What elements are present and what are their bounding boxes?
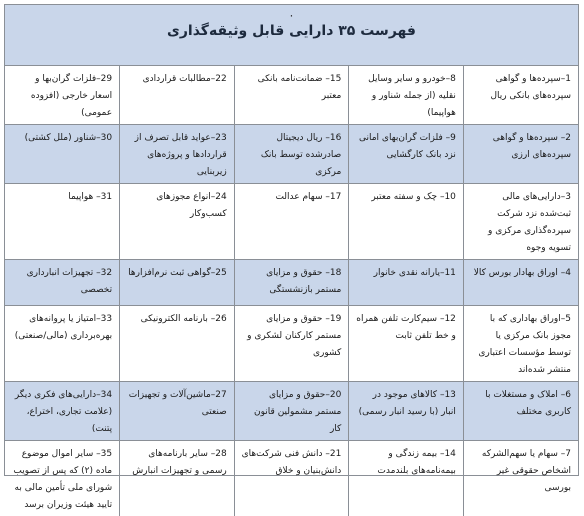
table-cell: 16– ریال دیجیتال صادرشده توسط بانک مرکزی bbox=[234, 125, 349, 184]
table-cell: 7– سهام یا سهم‌الشرکه اشخاص حقوقی غیر بورسی bbox=[463, 441, 578, 516]
table-cell: 25–گواهی ثبت نرم‌افزارها bbox=[120, 260, 235, 306]
table-cell: 19– حقوق و مزایای مستمر کارکنان لشکری و کشوری bbox=[234, 306, 349, 382]
table-cell: 8–خودرو و سایر وسایل نقلیه (از جمله شناور و هواپیما) bbox=[349, 66, 464, 125]
table-cell: 14– بیمه زندگی و بیمه‌نامه‌های بلندمدت bbox=[349, 441, 464, 516]
table-cell: 12– سیم‌کارت تلفن همراه و خط تلفن ثابت bbox=[349, 306, 464, 382]
table-cell: 26– بارنامه الکترونیکی bbox=[120, 306, 235, 382]
table-cell: 1–سپرده‌ها و گواهی سپرده‌های بانکی ریال bbox=[463, 66, 578, 125]
table-row bbox=[5, 260, 578, 306]
table-cell: 9– فلزات گران‌بهای امانی نزد بانک کارگشایی bbox=[349, 125, 464, 184]
title-header bbox=[5, 5, 578, 66]
table-cell: 6– املاک و مستغلات با کاربری مختلف bbox=[463, 382, 578, 441]
table-cell: 29–فلزات گران‌بها و اسعار خارجی (افزوده عمومی) bbox=[5, 66, 120, 125]
table-row bbox=[5, 441, 578, 516]
table-cell: 21– دانش فنی شرکت‌های دانش‌بنیان و خلاق bbox=[234, 441, 349, 516]
assets-table-document bbox=[4, 4, 579, 476]
assets-grid bbox=[5, 66, 578, 516]
table-cell: 35– سایر اموال موضوع ماده (۲) که پس از تصویب شورای ملی تأمین مالی به تایید هیئت وزیران برسد bbox=[5, 441, 120, 516]
table-row bbox=[5, 382, 578, 441]
table-cell: 5–اوراق بهاداری که با مجوز بانک مرکزی یا توسط مؤسسات اعتباری منتشر شده‌اند bbox=[463, 306, 578, 382]
table-cell: 27–ماشین‌آلات و تجهیزات صنعتی bbox=[120, 382, 235, 441]
page-title: فهرست ۳۵ دارایی قابل وثیقه‌گذاری bbox=[5, 23, 578, 39]
table-cell: 3–دارایی‌های مالی ثبت‌شده نزد شرکت سپرده‌گذاری مرکزی و تسویه وجوه bbox=[463, 184, 578, 260]
table-cell: 31– هواپیما bbox=[5, 184, 120, 260]
table-cell: 15– ضمانت‌نامه بانکی معتبر bbox=[234, 66, 349, 125]
table-row bbox=[5, 306, 578, 382]
table-cell: 10– چک و سفته معتبر bbox=[349, 184, 464, 260]
table-cell: 22–مطالبات قراردادی bbox=[120, 66, 235, 125]
table-cell: 28– سایر بارنامه‌های رسمی و تجهیزات انبارش bbox=[120, 441, 235, 516]
table-cell: 24–انواع مجوزهای کسب‌وکار bbox=[120, 184, 235, 260]
header-mark: ۰ bbox=[5, 11, 578, 21]
table-cell: 11–یارانه نقدی خانوار bbox=[349, 260, 464, 306]
table-row bbox=[5, 66, 578, 125]
table-cell: 18– حقوق و مزایای مستمر بازنشستگی bbox=[234, 260, 349, 306]
table-cell: 23–عواید قابل تصرف از قراردادها و پروژه‌های زیربنایی bbox=[120, 125, 235, 184]
table-row bbox=[5, 125, 578, 184]
table-cell: 2– سپرده‌ها و گواهی سپرده‌های ارزی bbox=[463, 125, 578, 184]
table-row bbox=[5, 184, 578, 260]
table-cell: 33–امتیاز یا پروانه‌های بهره‌برداری (مالی/صنعتی) bbox=[5, 306, 120, 382]
table-cell: 32– تجهیزات انبارداری تخصصی bbox=[5, 260, 120, 306]
table-cell: 30–شناور (ملل کشتی) bbox=[5, 125, 120, 184]
table-cell: 4– اوراق بهادار بورس کالا bbox=[463, 260, 578, 306]
table-cell: 17– سهام عدالت bbox=[234, 184, 349, 260]
table-cell: 20–حقوق و مزایای مستمر مشمولین قانون کار bbox=[234, 382, 349, 441]
table-cell: 34–دارایی‌های فکری دیگر (علامت تجاری، اختراع، پتنت) bbox=[5, 382, 120, 441]
table-cell: 13– کالاهای موجود در انبار (با رسید انبار رسمی) bbox=[349, 382, 464, 441]
